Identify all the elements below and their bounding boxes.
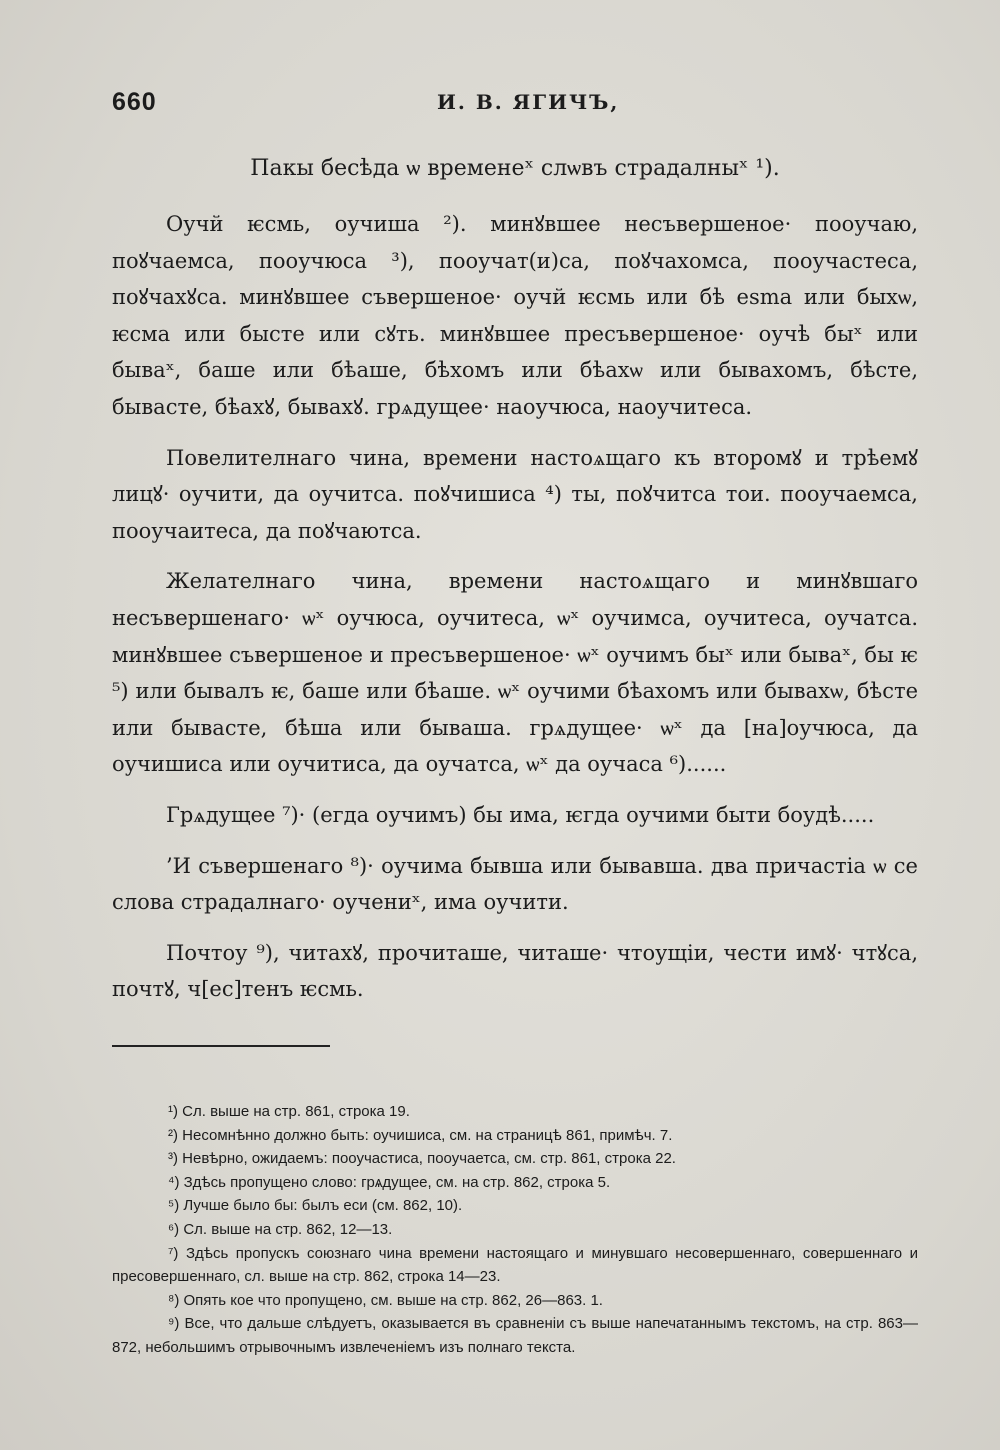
footnote: ⁵) Лучше было бы: былъ еси (см. 862, 10). — [168, 1197, 463, 1215]
footnote: ⁹) Все, что дальше слѣдуетъ, оказывается въ сравненіи съ выше напечатаннымъ текстомъ, на стр. 863—872, небольшимъ отрывочнымъ извлеченіемъ изъ полнаго текста. — [112, 1315, 918, 1356]
paragraph: Почтоу ⁹), читахꙋ, прочиташе, читаше· чтоущіи, чести имꙋ· чтꙋса, почтꙋ, ч[ес]тенъ ѥсмь. — [112, 940, 918, 1002]
paragraph: ’И съвершенаго ⁸)· оучима бывша или бывавша. два причастіа ѡ се слова страдалнаго· оучениˣ, има оучити. — [112, 853, 918, 915]
footnotes — [112, 1100, 918, 1360]
footnote: ¹) Сл. выше на стр. 861, строка 19. — [168, 1103, 410, 1120]
running-head: И. В. ЯГИЧЪ, — [437, 90, 620, 114]
page-number: 660 — [112, 88, 157, 116]
footnote: ⁴) Здѣсь пропущено слово: грѧдущее, см. на стр. 862, строка 5. — [168, 1173, 611, 1191]
page-header — [112, 88, 918, 128]
paragraph: Оучй ѥсмь, оучиша ²). минꙋвшее несъвершеное· пооучаю, поꙋчаемса, пооучюса ³), пооучат(и)са, поꙋчахомса, пооучастеса, поꙋчахꙋса. минꙋвшее съвершеное· оучй ѥсмь или бѣ esma или быхѡ, ѥсма или бысте или сꙋть. минꙋвшее пресъвершеное· оучѣ быˣ или бываˣ, баше или бѣаше, бѣхомъ или бѣахѡ или бывахомъ, бѣсте, бывасте, бѣахꙋ, бывахꙋ. грѧдущее· наоучюса, наоучитеса. — [112, 212, 918, 419]
footnote: ²) Несомнѣнно должно быть: оучишиса, см. на страницѣ 861, примѣч. 7. — [168, 1126, 673, 1144]
footnote-separator — [112, 1045, 330, 1047]
paragraph: Желателнаго чина, времени настоѧщаго и минꙋвшаго несъвершенаго· ѡˣ оучюса, оучитеса, ѡˣ оучимса, оучитеса, оучатса. минꙋвшее съвершеное и пресъвершеное· ѡˣ оучимъ быˣ или бываˣ, бы ѥ ⁵) или бывалъ ѥ, баше или бѣаше. ѡˣ оучими бѣахомъ или бывахѡ, бѣсте или бывасте, бѣша или бываша. грѧдущее· ѡˣ да [на]оучюса, да оучишиса или оучитиса, да оучатса, ѡˣ да оучаса ⁶)...... — [112, 569, 918, 777]
footnote: ⁷) Здѣсь пропускъ союзнаго чина времени настоящаго и минувшаго несовершеннаго, совершеннаго и пресовершеннаго, сл. выше на стр. 862, строка 14—23. — [112, 1244, 918, 1286]
footnote: ³) Невѣрно, ожидаемъ: пооучастиса, пооучаетса, см. стр. 861, строка 22. — [168, 1150, 676, 1168]
footnote: ⁸) Опять кое что пропущено, см. выше на стр. 862, 26—863. 1. — [168, 1291, 603, 1309]
section-title: Пакы бесѣда ѡ временеˣ слѡвъ страдалныˣ ¹). — [250, 156, 780, 181]
footnote: ⁶) Сл. выше на стр. 862, 12—13. — [168, 1220, 393, 1238]
main-text — [112, 206, 918, 1022]
paragraph: Повелителнаго чина, времени настоѧщаго къ второмꙋ и трѣемꙋ лицꙋ· оучити, да оучитса. поꙋчишиса ⁴) ты, поꙋчитса тои. пооучаемса, пооучаитеса, да поꙋчаютса. — [112, 445, 918, 543]
paragraph: Грѧдущее ⁷)· (егда оучимъ) бы има, ѥгда оучими быти боудѣ..... — [166, 802, 875, 827]
